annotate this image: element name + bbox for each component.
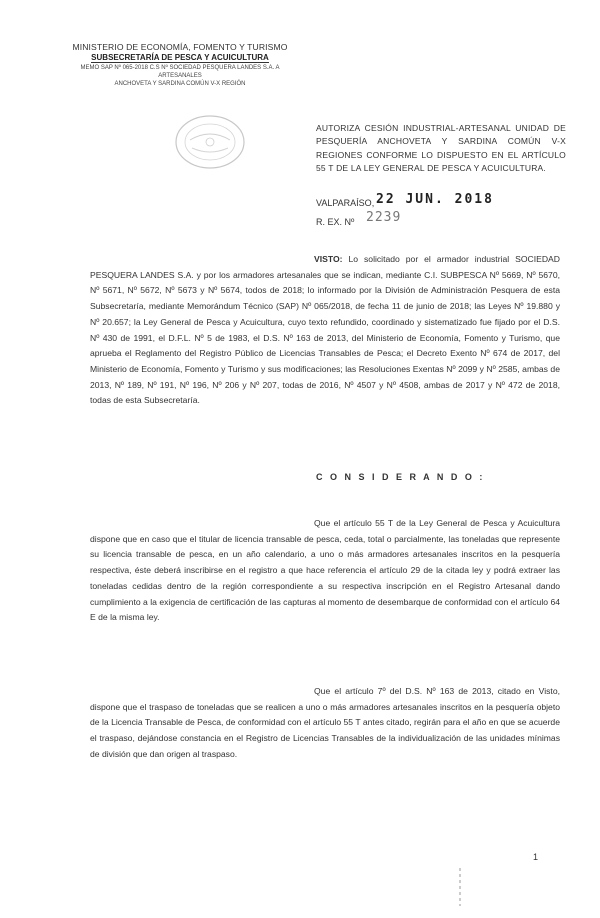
considerando-text-1: Que el artículo 55 T de la Ley General de Pesca y Acuicultura dispone que en caso que el titular de licencia transable de pesca, ceda, total o parcialmente, las toneladas que represente su licencia transable de pesca, en un año calendario, a uno o más armadores artesanales inscritos en la pesquería respectiva, éste deberá inscribirse en el registro a que hace referencia el artículo 29 de la citada ley y podrá extraer las toneladas cedidas dentro de la región correspondiente a su respectiva inscripción en el Registro Artesanal dando cumplimiento a la exigencia de certificación de las capturas al momento de desembarque de conformidad con el artículo 64 E de la misma ley. — [90, 518, 560, 623]
considerando-heading: C O N S I D E R A N D O : — [316, 472, 485, 482]
official-seal-stamp — [172, 112, 248, 172]
considerando-paragraph-2 — [90, 684, 560, 763]
ministry-name: MINISTERIO DE ECONOMÍA, FOMENTO Y TURISMO — [72, 42, 288, 52]
letterhead — [60, 42, 300, 87]
date-stamp: 22 JUN. 2018 — [376, 192, 494, 207]
fishery-line: ANCHOVETA Y SARDINA COMÚN V-X REGIÓN — [114, 81, 246, 87]
page-number: 1 — [533, 852, 539, 862]
visto-text: Lo solicitado por el armador industrial SOCIEDAD PESQUERA LANDES S.A. y por los armadores artesanales que se indican, mediante C.I. SUBPESCA Nº 5669, Nº 5670, Nº 5671, Nº 5672, Nº 5673 y Nº 5674, todos de 2018; lo informado por la División de Administración Pesquera de esta Subsecretaría, mediante Memorándum Técnico (SAP) Nº 065/2018, de fecha 11 de junio de 2018; las Leyes Nº 19.880 y Nº 20.657; la Ley General de Pesca y Acuicultura, cuyo texto refundido, coordinado y sistematizado fue fijado por el D.S. Nº 430 de 1991, el D.F.L. Nº 5 de 1983, el D.S. Nº 163 de 2013, del Ministerio de Economía, Fomento y Turismo, que aprueba el Reglamento del Registro Público de Licencias Transables de Pesca; el Decreto Exento Nº 674 de 2017, del Ministerio de Economía, Fomento y Turismo y sus modificaciones; las Resoluciones Exentas Nº 2099 y Nº 2585, ambas de 2013, Nº 189, Nº 191, Nº 196, Nº 206 y Nº 207, todas de 2016, Nº 4507 y Nº 4508, ambas de 2017 y Nº 472 de 2018, todas de esta Subsecretaría. — [90, 254, 560, 406]
visto-paragraph — [90, 252, 560, 409]
artesanales-line: ARTESANALES — [158, 73, 202, 79]
place-label: VALPARAÍSO, — [316, 198, 375, 208]
considerando-text-2: Que el artículo 7º del D.S. Nº 163 de 2013, citado en Visto, dispone que el traspaso de toneladas que se realicen a uno o más armadores artesanales inscritos en la pesquería objeto de la Licencia Transable de Pesca, de conformidad con el artículo 55 T antes citado, regirán para el año en que se acuerde el traspaso, dejándose constancia en el Registro de Licencias Transables de la individualización de las unidades mínimas de división que dan origen al traspaso. — [90, 686, 560, 759]
considerando-paragraph-1 — [90, 516, 560, 626]
rex-label: R. EX. Nº — [316, 217, 355, 227]
visto-label: VISTO: — [314, 254, 343, 264]
subsecretaria-name: SUBSECRETARÍA DE PESCA Y ACUICULTURA — [91, 53, 269, 62]
resolution-number: 2239 — [366, 210, 402, 225]
resolution-title: AUTORIZA CESIÓN INDUSTRIAL-ARTESANAL UNIDAD DE PESQUERÍA ANCHOVETA Y SARDINA COMÚN V-X REGIONES CONFORME LO DISPUESTO EN EL ARTÍCULO 55 T DE LA LEY GENERAL DE PESCA Y ACUICULTURA. — [316, 123, 566, 173]
memo-reference: MEMO SAP Nº 065-2018 C.S Nº SOCIEDAD PESQUERA LANDES S.A. A — [80, 65, 280, 71]
margin-mark — [456, 866, 464, 908]
